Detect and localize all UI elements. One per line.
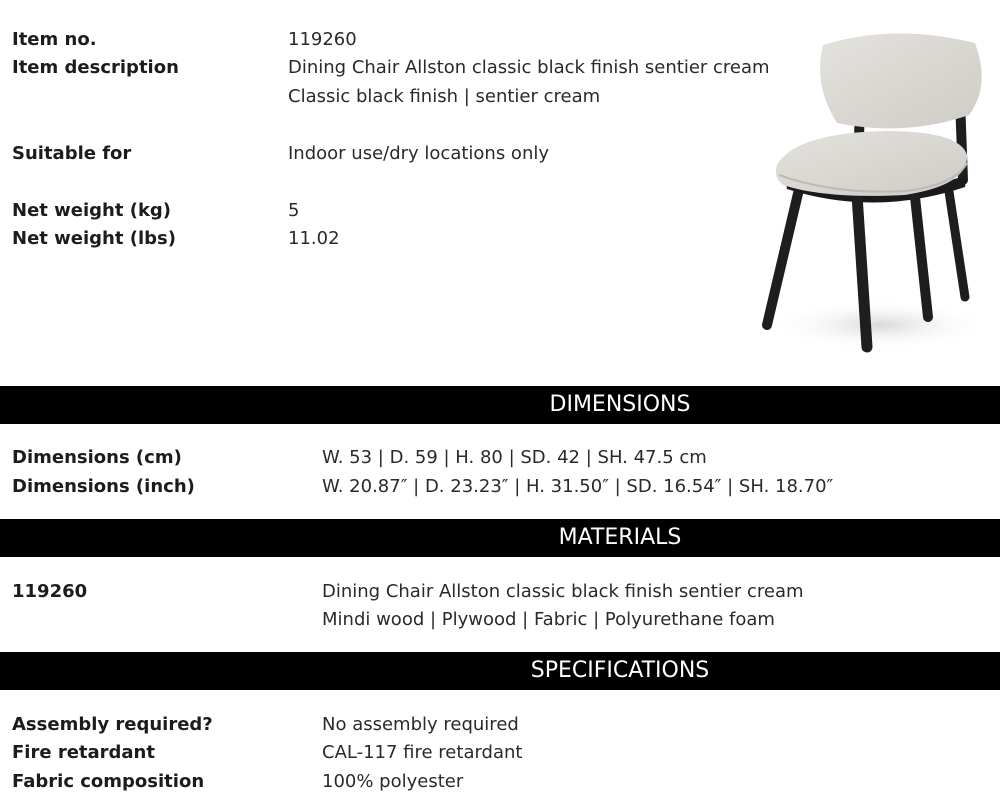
assembly-required-value: No assembly required: [322, 714, 519, 735]
dimensions-cm-label: Dimensions (cm): [12, 447, 182, 468]
item-description-line-2: Classic black finish | sentier cream: [288, 86, 601, 107]
item-description-line-1: Dining Chair Allston classic black finish sentier cream: [288, 57, 770, 78]
dimensions-heading: DIMENSIONS: [549, 392, 691, 417]
item-description-label: Item description: [12, 57, 179, 78]
materials-line-2: Mindi wood | Plywood | Fabric | Polyurethane foam: [322, 609, 775, 630]
fabric-composition-label: Fabric composition: [12, 771, 205, 792]
materials-heading: MATERIALS: [558, 525, 682, 550]
dimensions-inch-value: W. 20.87″ | D. 23.23″ | H. 31.50″ | SD. 16.54″ | SH. 18.70″: [322, 476, 834, 497]
suitable-for-value: Indoor use/dry locations only: [288, 143, 550, 164]
fire-retardant-value: CAL-117 fire retardant: [322, 742, 523, 763]
item-no-label: Item no.: [12, 29, 97, 50]
materials-line-1: Dining Chair Allston classic black finish sentier cream: [322, 581, 804, 602]
fire-retardant-label: Fire retardant: [12, 742, 155, 763]
materials-item-label: 119260: [12, 581, 88, 602]
dimensions-header: [0, 386, 1000, 424]
dining-chair-image: [755, 25, 995, 365]
assembly-required-label: Assembly required?: [12, 714, 213, 735]
item-no-value: 119260: [288, 29, 357, 50]
suitable-for-label: Suitable for: [12, 143, 132, 164]
fabric-composition-value: 100% polyester: [322, 771, 464, 792]
dimensions-cm-value: W. 53 | D. 59 | H. 80 | SD. 42 | SH. 47.5 cm: [322, 447, 707, 468]
net-weight-lbs-label: Net weight (lbs): [12, 228, 176, 249]
net-weight-kg-value: 5: [288, 200, 300, 221]
net-weight-kg-label: Net weight (kg): [12, 200, 172, 221]
dimensions-inch-label: Dimensions (inch): [12, 476, 195, 497]
specifications-header: [0, 652, 1000, 690]
materials-header: [0, 519, 1000, 557]
net-weight-lbs-value: 11.02: [288, 228, 340, 249]
specifications-heading: SPECIFICATIONS: [530, 658, 710, 683]
